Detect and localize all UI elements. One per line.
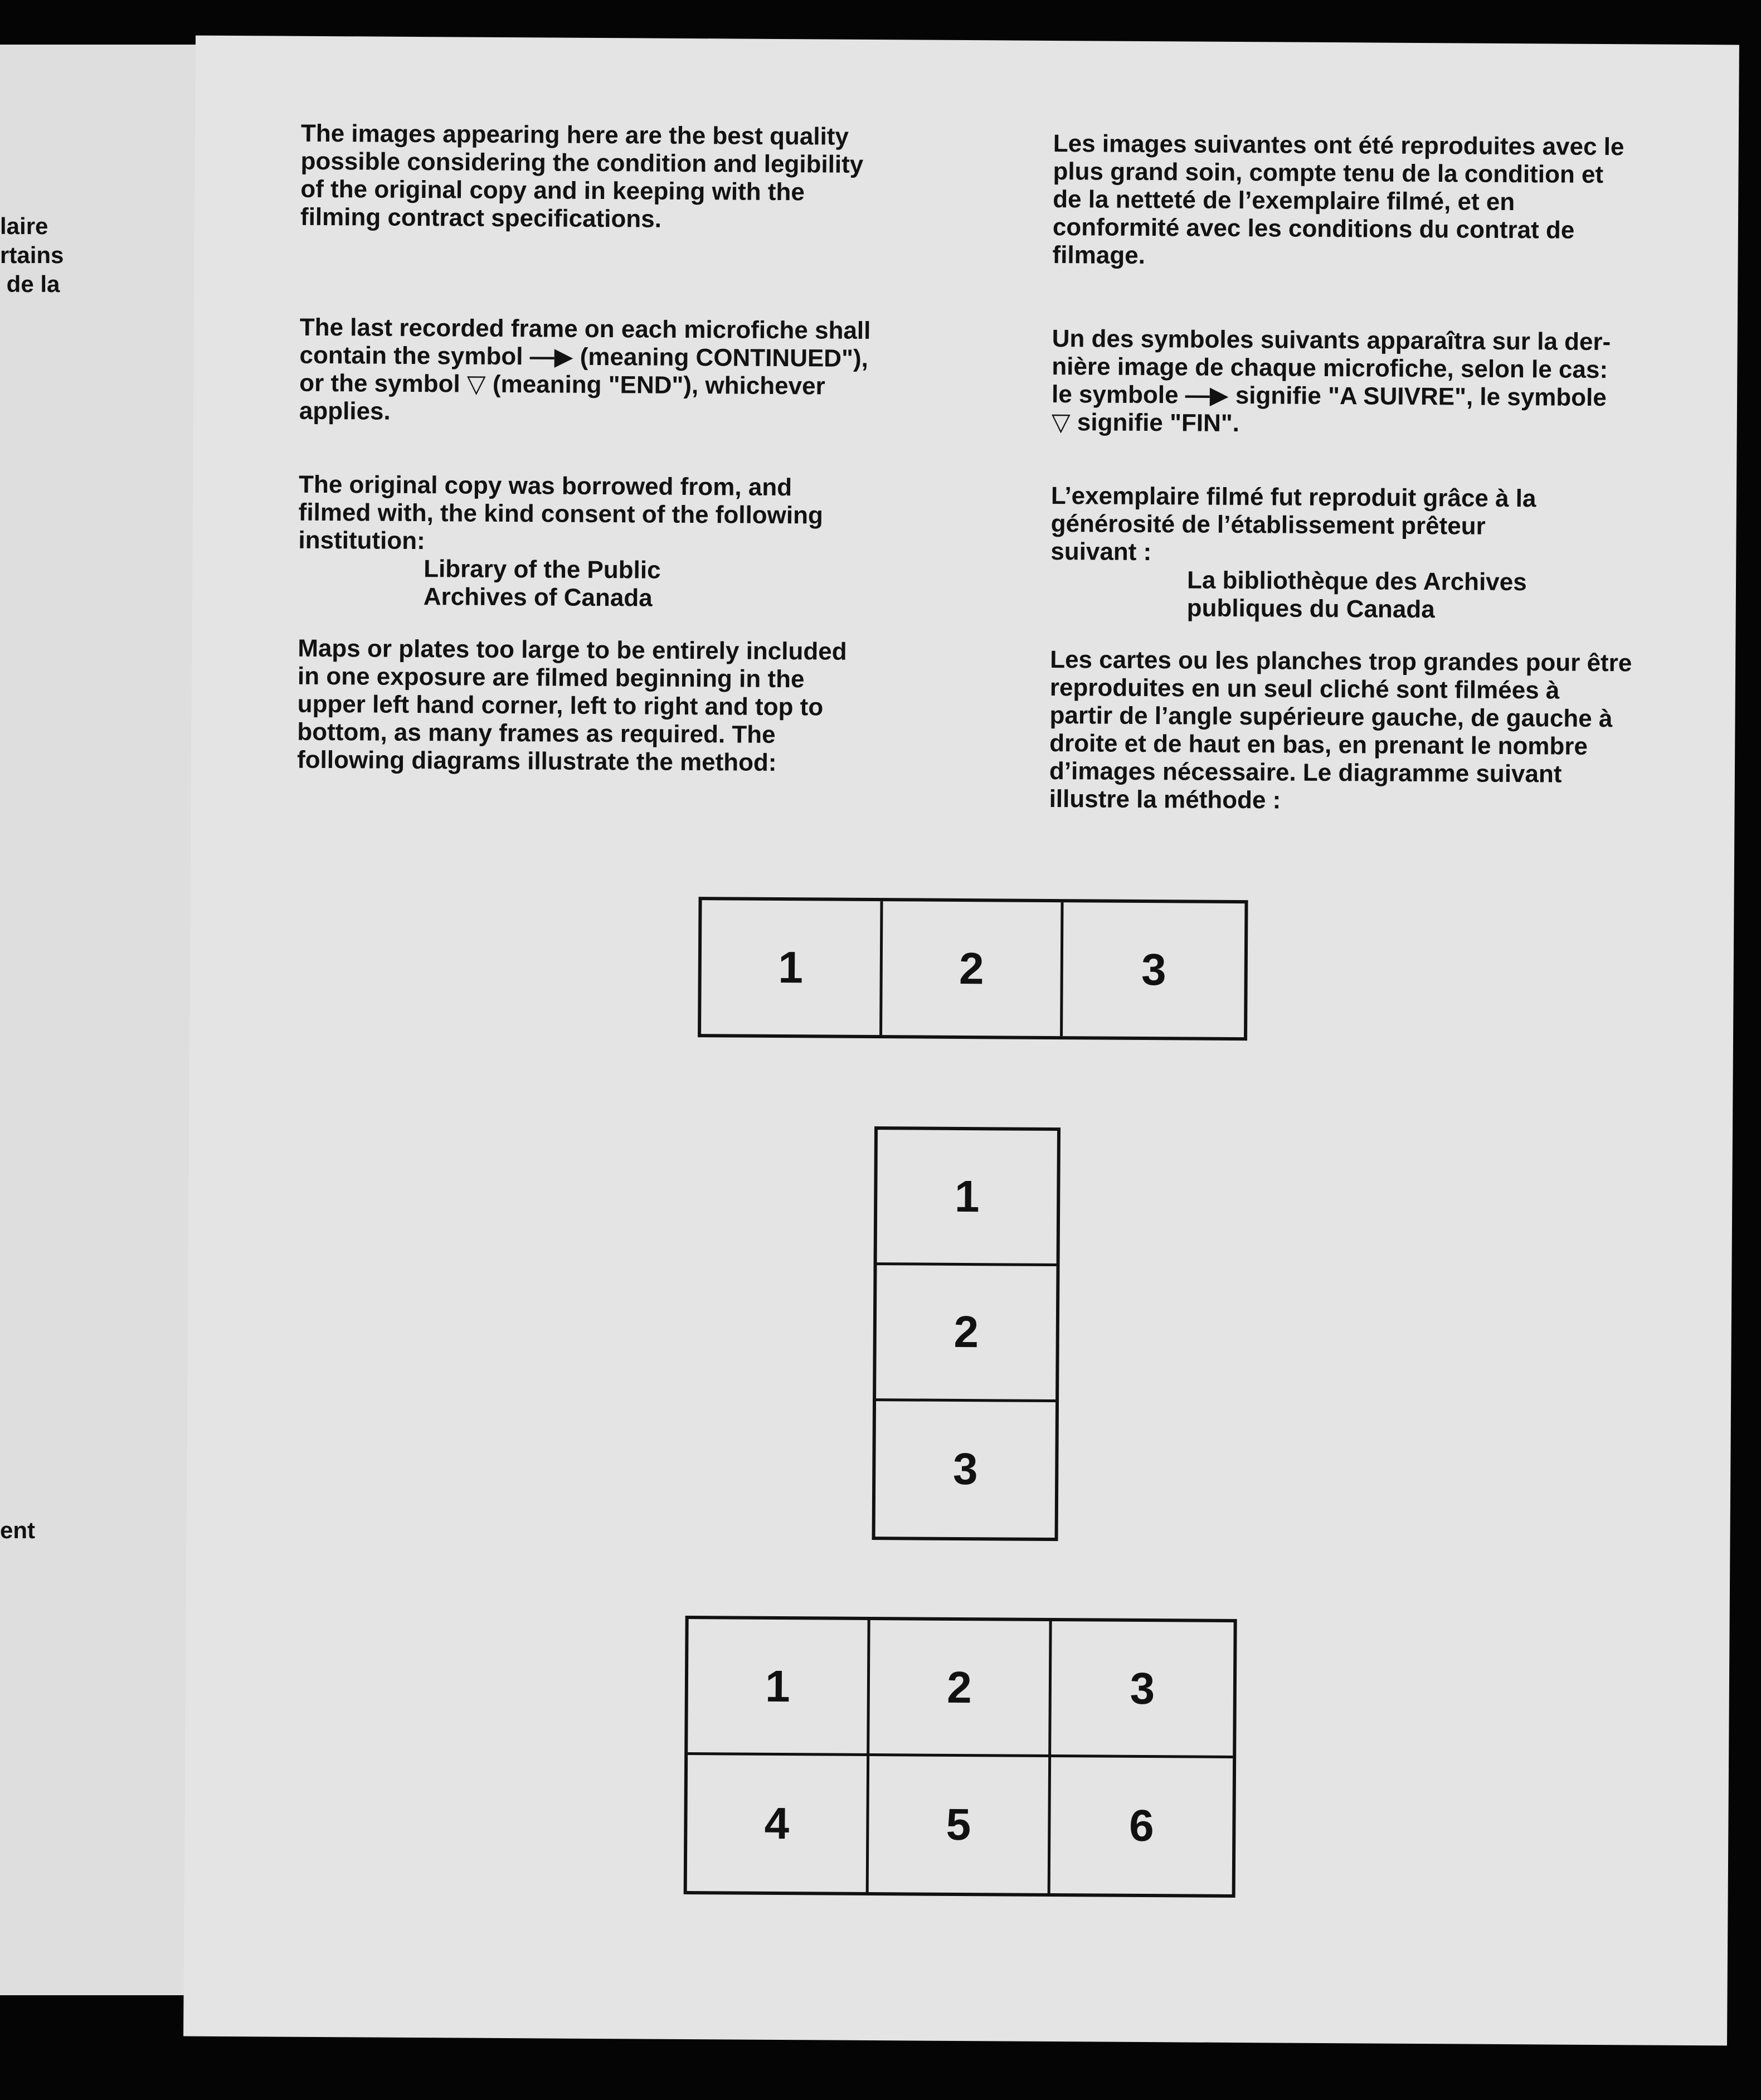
diagram-frame: 2 [882, 901, 1064, 1036]
diagram-frame: 3 [1141, 944, 1166, 995]
diagram-frame: 5 [869, 1756, 1051, 1893]
english-borrowed-paragraph: The original copy was borrowed from, and filmed with, the kind consent of the following institution: [298, 470, 823, 555]
previous-page-text-fragment: laire rtains de la [0, 213, 64, 297]
diagram-frame: 2 [876, 1265, 1056, 1402]
six-frame-grid-diagram [684, 1616, 1237, 1898]
previous-page-text-fragment: ent [0, 1517, 35, 1543]
horizontal-three-frame-diagram [698, 897, 1248, 1041]
diagram-frame: 1 [688, 1619, 870, 1756]
french-institution-name: La bibliothèque des Archives publiques du Canada [1186, 566, 1527, 624]
diagram-frame: 4 [687, 1755, 869, 1892]
english-column [297, 120, 914, 778]
previous-page-edge [0, 45, 206, 1995]
english-institution-name: Library of the Public Archives of Canada [423, 555, 661, 612]
diagram-frame: 3 [1051, 1621, 1233, 1758]
french-quality-paragraph: Les images suivantes ont été reproduites avec le plus grand soin, compte tenu de la condition et de la netteté de l’exemplaire filmé, et en conformité avec les conditions du contrat de filmage. [1052, 129, 1624, 269]
microfiche-target-page [183, 36, 1739, 2046]
vertical-three-frame-diagram [872, 1126, 1061, 1541]
diagram-frame: 1 [877, 1130, 1057, 1266]
english-symbol-paragraph: The last recorded frame on each microfiche shall contain the symbol —▶ (meaning CONTINUED"), or the symbol ▽ (meaning "END"), whichever applies. [299, 313, 871, 425]
french-borrowed-paragraph: L’exemplaire filmé fut reproduit grâce à la générosité de l’établissement prêteur suivant : [1050, 482, 1536, 566]
french-maps-paragraph: Les cartes ou les planches trop grandes pour être reproduites en un seul cliché sont filmées à partir de l’angle supérieure gauche, de gauche à droite et de haut en bas, en prenant le nombre d’images nécessaire. Le diagramme suivant illustre la méthode : [1049, 645, 1632, 814]
english-maps-paragraph: Maps or plates too large to be entirely included in one exposure are filmed beginning in the upper left hand corner, left to right and top to bottom, as many frames as required. The following diagrams illustrate the method: [296, 634, 847, 776]
diagram-frame: 3 [952, 1444, 978, 1494]
french-symbol-paragraph: Un des symboles suivants apparaîtra sur la der- nière image de chaque microfiche, selon le cas: le symbole —▶ signifie "A SUIVRE", le symbole ▽ signifie "FIN". [1051, 324, 1611, 438]
diagram-frame: 1 [701, 900, 883, 1035]
english-quality-paragraph: The images appearing here are the best quality possible considering the condition and legibility of the original copy and in keeping with the filming contract specifications. [300, 119, 864, 233]
french-column [1049, 130, 1699, 817]
diagram-frame: 2 [869, 1620, 1052, 1757]
diagram-frame: 6 [1128, 1800, 1154, 1851]
